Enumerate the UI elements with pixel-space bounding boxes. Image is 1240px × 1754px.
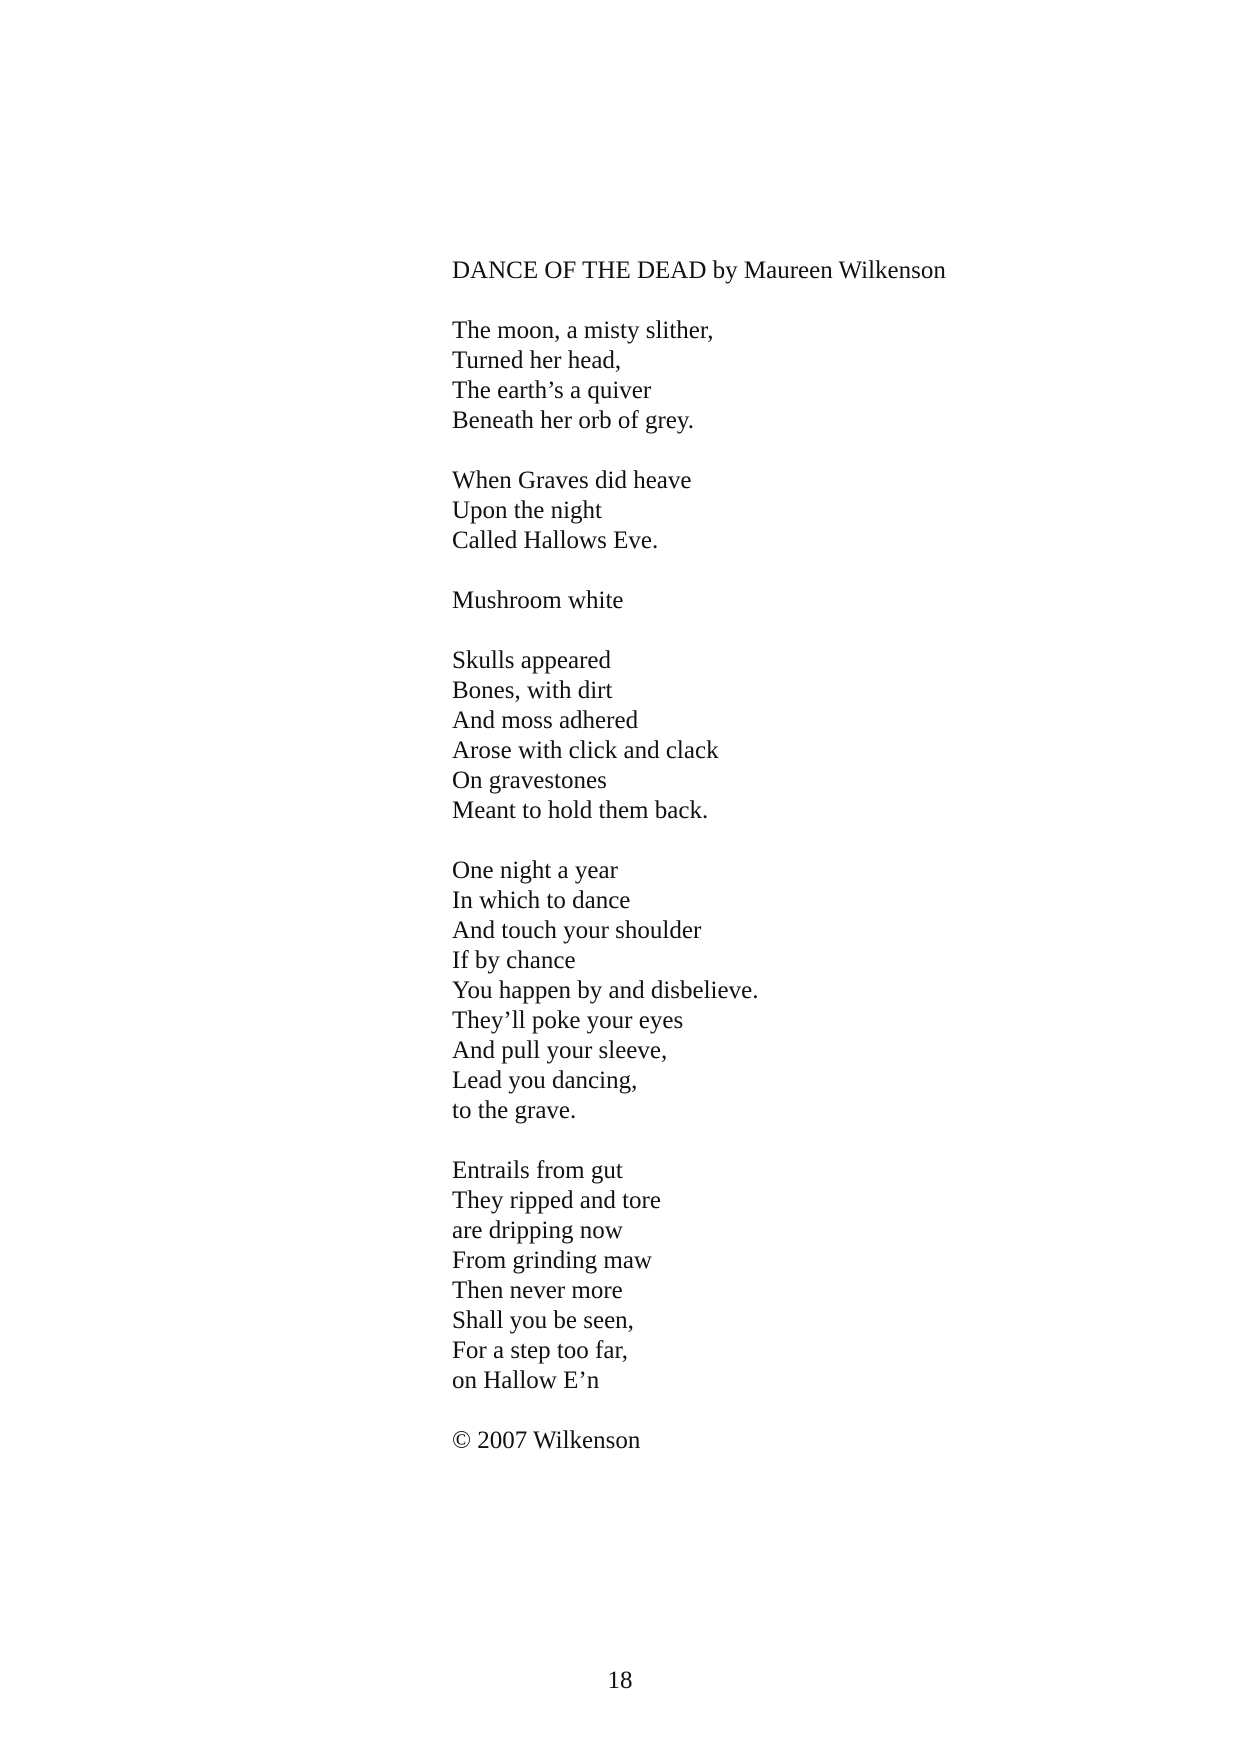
poem bbox=[452, 256, 1052, 1456]
poem-line: In which to dance bbox=[452, 887, 631, 914]
poem-line: Meant to hold them back. bbox=[452, 797, 709, 824]
poem-line: on Hallow E’n bbox=[452, 1367, 600, 1394]
poem-line: Shall you be seen, bbox=[452, 1307, 634, 1334]
poem-line: For a step too far, bbox=[452, 1337, 629, 1364]
poem-line: From grinding maw bbox=[452, 1247, 652, 1274]
poem-stanzas bbox=[452, 316, 1052, 1396]
poem-line: Entrails from gut bbox=[452, 1157, 623, 1184]
poem-line: They ripped and tore bbox=[452, 1187, 661, 1214]
poem-line: Mushroom white bbox=[452, 587, 624, 614]
poem-line: Beneath her orb of grey. bbox=[452, 407, 695, 434]
stanza bbox=[452, 646, 1052, 826]
stanza bbox=[452, 856, 1052, 1126]
poem-line: The moon, a misty slither, bbox=[452, 317, 714, 344]
poem-line: They’ll poke your eyes bbox=[452, 1007, 684, 1034]
poem-line: Skulls appeared bbox=[452, 647, 611, 674]
poem-line: And touch your shoulder bbox=[452, 917, 702, 944]
page-number: 18 bbox=[607, 1667, 633, 1694]
poem-line: Turned her head, bbox=[452, 347, 622, 374]
stanza bbox=[452, 1156, 1052, 1396]
poem-line: One night a year bbox=[452, 857, 618, 884]
stanza bbox=[452, 316, 1052, 436]
stanza bbox=[452, 586, 1052, 616]
stanza bbox=[452, 466, 1052, 556]
poem-line: Then never more bbox=[452, 1277, 623, 1304]
copyright-notice: © 2007 Wilkenson bbox=[452, 1427, 641, 1454]
poem-title: DANCE OF THE DEAD by Maureen Wilkenson bbox=[452, 257, 946, 284]
poem-line: You happen by and disbelieve. bbox=[452, 977, 759, 1004]
poem-line: On gravestones bbox=[452, 767, 607, 794]
poem-line: Called Hallows Eve. bbox=[452, 527, 659, 554]
poem-line: to the grave. bbox=[452, 1097, 577, 1124]
poem-line: Upon the night bbox=[452, 497, 602, 524]
poem-line: Arose with click and clack bbox=[452, 737, 719, 764]
poem-line: And pull your sleeve, bbox=[452, 1037, 668, 1064]
poem-line: are dripping now bbox=[452, 1217, 623, 1244]
poem-line: And moss adhered bbox=[452, 707, 639, 734]
poem-line: Lead you dancing, bbox=[452, 1067, 638, 1094]
poem-line: When Graves did heave bbox=[452, 467, 692, 494]
poem-line: If by chance bbox=[452, 947, 576, 974]
poem-line: Bones, with dirt bbox=[452, 677, 613, 704]
poem-line: The earth’s a quiver bbox=[452, 377, 652, 404]
